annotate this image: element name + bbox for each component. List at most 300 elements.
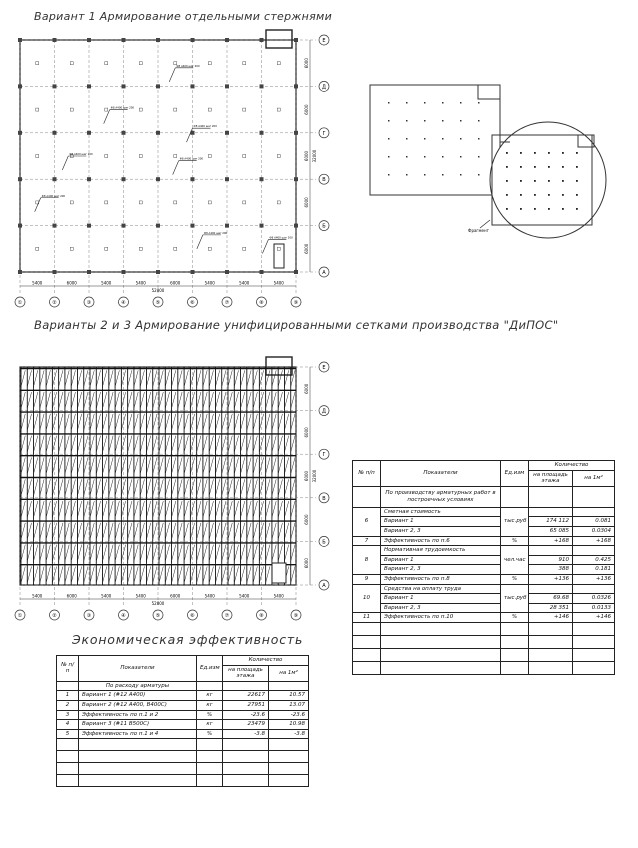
mesh-diagonal [228, 545, 232, 561]
column-square [294, 270, 298, 274]
span-marker [208, 62, 211, 65]
mesh-diagonal [266, 414, 270, 430]
mesh-diagonal [40, 414, 44, 430]
mesh-diagonal [234, 370, 238, 386]
mesh-diagonal [172, 457, 176, 473]
mesh-diagonal [153, 370, 157, 386]
mesh-diagonal [153, 566, 157, 582]
dimension-label: 6000 [170, 280, 181, 286]
mesh-diagonal [146, 523, 150, 539]
span-marker [139, 247, 142, 250]
mesh-diagonal [146, 414, 150, 430]
mesh-diagonal [59, 523, 63, 539]
column-square [18, 224, 22, 228]
row-6-num: 6 [353, 507, 381, 536]
mesh-diagonal [46, 479, 50, 495]
row-11-unit: % [501, 613, 529, 623]
column-axis-marker [50, 297, 60, 307]
span-marker [277, 108, 280, 111]
mesh-diagonal [153, 523, 157, 539]
mesh-diagonal [284, 457, 288, 473]
mesh-diagonal [209, 392, 213, 408]
variant23-title: Варианты 2 и 3 Армирование унифицированными сетками производства "ДиПОС" [34, 318, 559, 332]
mesh-diagonal [215, 414, 219, 430]
span-marker [139, 155, 142, 158]
mesh-diagonal [272, 414, 276, 430]
row-7-name: Эффективность по п.6 [381, 536, 501, 546]
mesh-diagonal [84, 545, 88, 561]
mesh-diagonal [134, 566, 138, 582]
span-marker [208, 155, 211, 158]
mesh-diagonal [209, 436, 213, 452]
svg-text:⑤: ⑤ [155, 613, 161, 619]
mesh-diagonal [77, 436, 81, 452]
column-square [18, 131, 22, 135]
mesh-diagonal [27, 523, 31, 539]
mesh-diagonal [284, 370, 288, 386]
mesh-diagonal [203, 457, 207, 473]
mesh-diagonal [278, 457, 282, 473]
mesh-diagonal [46, 545, 50, 561]
mesh-diagonal [84, 566, 88, 582]
mesh-diagonal [228, 566, 232, 582]
mesh-diagonal [247, 457, 251, 473]
mesh-diagonal [27, 566, 31, 582]
mesh-diagonal [109, 370, 113, 386]
mesh-diagonal [215, 436, 219, 452]
column-axis-marker [257, 297, 267, 307]
mesh-diagonal [40, 479, 44, 495]
mesh-diagonal [209, 566, 213, 582]
mesh-diagonal [153, 479, 157, 495]
svg-text:⑥: ⑥ [190, 613, 195, 619]
mesh-diagonal [253, 479, 257, 495]
mesh-diagonal [109, 566, 113, 582]
stair-detail [272, 563, 286, 583]
detail-dot [388, 138, 390, 140]
detail-dot [506, 166, 508, 168]
detail-dot [478, 120, 480, 122]
mesh-diagonal [247, 392, 251, 408]
detail-dot [424, 102, 426, 104]
hdr-num: № п/п [353, 461, 381, 487]
mesh-diagonal [197, 414, 201, 430]
mesh-diagonal [159, 392, 163, 408]
mesh-diagonal [109, 392, 113, 408]
column-square [225, 84, 229, 88]
mesh-diagonal [159, 501, 163, 517]
mesh-diagonal [103, 566, 107, 582]
detail-dot [442, 174, 444, 176]
column-axis-marker [291, 610, 301, 620]
mesh-diagonal [291, 523, 295, 539]
svg-text:Г: Г [322, 130, 326, 137]
mesh-diagonal [115, 392, 119, 408]
dimension-label: 5400 [273, 593, 284, 599]
mesh-diagonal [228, 392, 232, 408]
mesh-diagonal [159, 414, 163, 430]
rebar-label: Ф8 А400 шаг 200 [41, 194, 66, 198]
mesh-diagonal [153, 545, 157, 561]
stair-shaft [266, 30, 292, 48]
mesh-diagonal [234, 436, 238, 452]
mesh-diagonal [128, 457, 132, 473]
hdr-unit: Ед.изм [501, 461, 529, 487]
mesh-diagonal [178, 392, 182, 408]
svg-text:Д: Д [322, 84, 326, 91]
mesh-diagonal [103, 457, 107, 473]
column-axis-marker [188, 610, 198, 620]
mesh-diagonal [203, 545, 207, 561]
detail-dot [406, 156, 408, 158]
mesh-diagonal [77, 501, 81, 517]
mesh-diagonal [146, 501, 150, 517]
row-10-num: 10 [353, 584, 381, 613]
mesh-diagonal [65, 566, 69, 582]
svg-text:Е: Е [322, 365, 326, 371]
svg-text:Д: Д [322, 408, 326, 415]
detail-dot [478, 102, 480, 104]
detail-dot [576, 152, 578, 154]
mesh-diagonal [109, 436, 113, 452]
mesh-diagonal [178, 457, 182, 473]
span-marker [277, 201, 280, 204]
mesh-diagonal [84, 457, 88, 473]
column-square [87, 84, 91, 88]
mesh-diagonal [291, 436, 295, 452]
mesh-diagonal [253, 566, 257, 582]
mesh-diagonal [77, 523, 81, 539]
svg-text:①: ① [17, 613, 23, 619]
rebar-label: Ф8 А400 шаг 200 [176, 64, 200, 68]
mesh-diagonal [128, 479, 132, 495]
column-square [191, 38, 195, 42]
mesh-diagonal [266, 545, 270, 561]
column-square [156, 270, 160, 274]
dimension-label: 5400 [135, 280, 146, 286]
rebar-label: Ф8 А400 шаг 200 [69, 153, 93, 156]
row-axis-marker [319, 406, 329, 416]
mesh-diagonal [128, 414, 132, 430]
mesh-diagonal [40, 566, 44, 582]
span-marker [243, 108, 246, 111]
detail-dot [478, 138, 480, 140]
column-square [53, 131, 57, 135]
column-square [122, 177, 126, 181]
mesh-diagonal [128, 566, 132, 582]
mesh-diagonal [140, 436, 144, 452]
cell-v2: -23.6 [269, 710, 309, 720]
mesh-diagonal [90, 436, 94, 452]
mesh-diagonal [215, 501, 219, 517]
detail-dot [424, 174, 426, 176]
mesh-diagonal [90, 392, 94, 408]
mesh-diagonal [215, 523, 219, 539]
rebar-leader [35, 198, 41, 212]
mesh-diagonal [215, 392, 219, 408]
row-8-2-v2: 0.181 [573, 565, 615, 575]
mesh-diagonal [34, 392, 38, 408]
mesh-diagonal [284, 523, 288, 539]
detail-dot [534, 152, 536, 154]
span-marker [105, 247, 108, 250]
mesh-diagonal [71, 370, 75, 386]
rebar-leader [62, 156, 68, 170]
svg-text:⑧: ⑧ [259, 613, 264, 619]
mesh-diagonal [165, 414, 169, 430]
mesh-diagonal [109, 545, 113, 561]
svg-text:В: В [322, 177, 326, 184]
mesh-diagonal [172, 479, 176, 495]
dimension-label: 6000 [304, 383, 309, 394]
mesh-diagonal [34, 436, 38, 452]
column-square [260, 84, 264, 88]
svg-text:Е: Е [322, 38, 326, 44]
mesh-diagonal [241, 545, 245, 561]
column-square [294, 131, 298, 135]
hdr-qty-m2: на 1м² [573, 470, 615, 486]
mesh-diagonal [228, 436, 232, 452]
cell-n: 3 [57, 710, 79, 720]
mesh-diagonal [128, 523, 132, 539]
mesh-diagonal [71, 479, 75, 495]
detail-dot [534, 208, 536, 210]
rebar-leader [104, 110, 110, 124]
column-square [156, 131, 160, 135]
column-square [87, 177, 91, 181]
mesh-diagonal [266, 523, 270, 539]
mesh-diagonal [153, 436, 157, 452]
column-square [260, 270, 264, 274]
mesh-diagonal [146, 436, 150, 452]
mesh-diagonal [134, 457, 138, 473]
mesh-diagonal [96, 501, 100, 517]
group-6-title: Сметная стоимость [381, 507, 501, 517]
economics-table [56, 655, 309, 787]
mesh-diagonal [27, 370, 31, 386]
row-axis-marker [319, 35, 329, 45]
column-square [225, 177, 229, 181]
row-axis-marker [319, 81, 329, 91]
mesh-diagonal [146, 370, 150, 386]
column-square [294, 177, 298, 181]
mesh-diagonal [253, 414, 257, 430]
mesh-diagonal [59, 370, 63, 386]
dimension-total: 52000 [151, 288, 165, 293]
mesh-diagonal [272, 523, 276, 539]
mesh-diagonal [96, 392, 100, 408]
mesh-diagonal [178, 414, 182, 430]
column-axis-marker [153, 297, 163, 307]
row-8-1-v1: 910 [529, 555, 573, 565]
column-square [122, 224, 126, 228]
mesh-diagonal [21, 392, 25, 408]
mesh-diagonal [165, 457, 169, 473]
hdr-qty-m2: на 1м² [269, 665, 309, 681]
mesh-diagonal [140, 370, 144, 386]
svg-text:③: ③ [86, 613, 92, 619]
mesh-diagonal [134, 436, 138, 452]
mesh-diagonal [284, 414, 288, 430]
detail-label: Фрагмент [468, 228, 489, 233]
table-row [57, 710, 309, 720]
dimension-label: 5400 [273, 280, 284, 286]
svg-text:В: В [322, 495, 326, 502]
cell-unit: кг [197, 720, 223, 730]
mesh-diagonal [228, 523, 232, 539]
mesh-diagonal [146, 479, 150, 495]
cell-v2: 13.07 [269, 700, 309, 710]
cell-n: 2 [57, 700, 79, 710]
mesh-diagonal [59, 414, 63, 430]
detail-dot [562, 166, 564, 168]
mesh-diagonal [90, 414, 94, 430]
mesh-diagonal [109, 457, 113, 473]
mesh-diagonal [21, 436, 25, 452]
mesh-diagonal [84, 479, 88, 495]
economics-title: Экономическая эффективность [72, 632, 304, 647]
detail-dot [548, 166, 550, 168]
detail-dot [460, 120, 462, 122]
mesh-diagonal [234, 479, 238, 495]
mesh-diagonal [65, 523, 69, 539]
variant1-title: Вариант 1 Армирование отдельными стержнями [34, 10, 333, 23]
mesh-diagonal [27, 545, 31, 561]
mesh-diagonal [241, 370, 245, 386]
mesh-diagonal [172, 523, 176, 539]
mesh-diagonal [184, 523, 188, 539]
svg-text:④: ④ [121, 613, 126, 619]
mesh-diagonal [159, 457, 163, 473]
column-square [53, 270, 57, 274]
section-row: По расходу арматуры [79, 681, 197, 691]
mesh-diagonal [71, 566, 75, 582]
mesh-diagonal [178, 523, 182, 539]
dimension-label: 6000 [304, 427, 309, 438]
cell-v2: 10.57 [269, 691, 309, 701]
mesh-diagonal [115, 414, 119, 430]
mesh-diagonal [159, 545, 163, 561]
column-square [191, 177, 195, 181]
column-square [260, 224, 264, 228]
mesh-diagonal [209, 479, 213, 495]
mesh-diagonal [40, 436, 44, 452]
mesh-diagonal [140, 545, 144, 561]
row-axis-marker [319, 221, 329, 231]
mesh-diagonal [234, 392, 238, 408]
span-marker [208, 108, 211, 111]
cell-name: Эффективность по п.1 и 4 [79, 729, 197, 739]
detail-dot [442, 138, 444, 140]
row-11-v2: +146 [573, 613, 615, 623]
mesh-diagonal [178, 566, 182, 582]
mesh-diagonal [228, 479, 232, 495]
row-7-unit: % [501, 536, 529, 546]
mesh-diagonal [46, 392, 50, 408]
detail-dot [562, 208, 564, 210]
column-square [156, 38, 160, 42]
mesh-diagonal [65, 501, 69, 517]
mesh-diagonal [40, 392, 44, 408]
mesh-diagonal [52, 523, 56, 539]
mesh-diagonal [272, 370, 276, 386]
mesh-diagonal [247, 479, 251, 495]
plan-variant23 [0, 355, 345, 630]
mesh-diagonal [146, 566, 150, 582]
row-10-2-name: Вариант 2, 3 [381, 603, 501, 613]
detail-dot [576, 208, 578, 210]
mesh-diagonal [27, 501, 31, 517]
row-10-1-name: Вариант 1 [381, 594, 501, 604]
mesh-diagonal [134, 501, 138, 517]
mesh-diagonal [134, 523, 138, 539]
mesh-diagonal [278, 479, 282, 495]
mesh-diagonal [27, 414, 31, 430]
mesh-diagonal [90, 523, 94, 539]
span-marker [174, 201, 177, 204]
mesh-diagonal [266, 392, 270, 408]
mesh-diagonal [65, 370, 69, 386]
dimension-label: 6000 [304, 104, 309, 115]
cell-n: 1 [57, 691, 79, 701]
mesh-diagonal [241, 436, 245, 452]
mesh-diagonal [209, 414, 213, 430]
mesh-diagonal [209, 370, 213, 386]
column-square [156, 84, 160, 88]
column-square [294, 38, 298, 42]
mesh-diagonal [71, 414, 75, 430]
column-square [87, 270, 91, 274]
hdr-unit: Ед.изм [197, 656, 223, 682]
mesh-diagonal [259, 523, 263, 539]
cell-v2: -3.8 [269, 729, 309, 739]
mesh-diagonal [84, 523, 88, 539]
mesh-diagonal [215, 545, 219, 561]
row-6-unit: тыс.руб [501, 507, 529, 536]
cell-name: Вариант 1 (#12 А400) [79, 691, 197, 701]
mesh-diagonal [140, 457, 144, 473]
detail-dot [548, 180, 550, 182]
row-8-num: 8 [353, 546, 381, 575]
mesh-diagonal [21, 370, 25, 386]
column-square [53, 177, 57, 181]
row-axis-marker [319, 580, 329, 590]
mesh-diagonal [46, 523, 50, 539]
mesh-diagonal [203, 436, 207, 452]
mesh-diagonal [291, 545, 295, 561]
mesh-diagonal [241, 523, 245, 539]
mesh-diagonal [278, 436, 282, 452]
mesh-diagonal [128, 545, 132, 561]
svg-text:Б: Б [322, 223, 326, 230]
mesh-diagonal [184, 392, 188, 408]
detail-dot [406, 120, 408, 122]
hdr-qty-area: на площадь этажа [223, 665, 269, 681]
mesh-diagonal [71, 523, 75, 539]
mesh-diagonal [40, 501, 44, 517]
row-10-unit: тыс.руб [501, 584, 529, 613]
mesh-diagonal [165, 523, 169, 539]
mesh-diagonal [165, 479, 169, 495]
detail-dot [520, 194, 522, 196]
group-8-title: Нормативная трудоемкость [381, 546, 501, 556]
mesh-diagonal [84, 436, 88, 452]
mesh-diagonal [115, 479, 119, 495]
mesh-diagonal [140, 566, 144, 582]
span-marker [174, 247, 177, 250]
section-row: По производству арматурных работ в построечных условиях [381, 486, 501, 507]
detail-dot [406, 174, 408, 176]
